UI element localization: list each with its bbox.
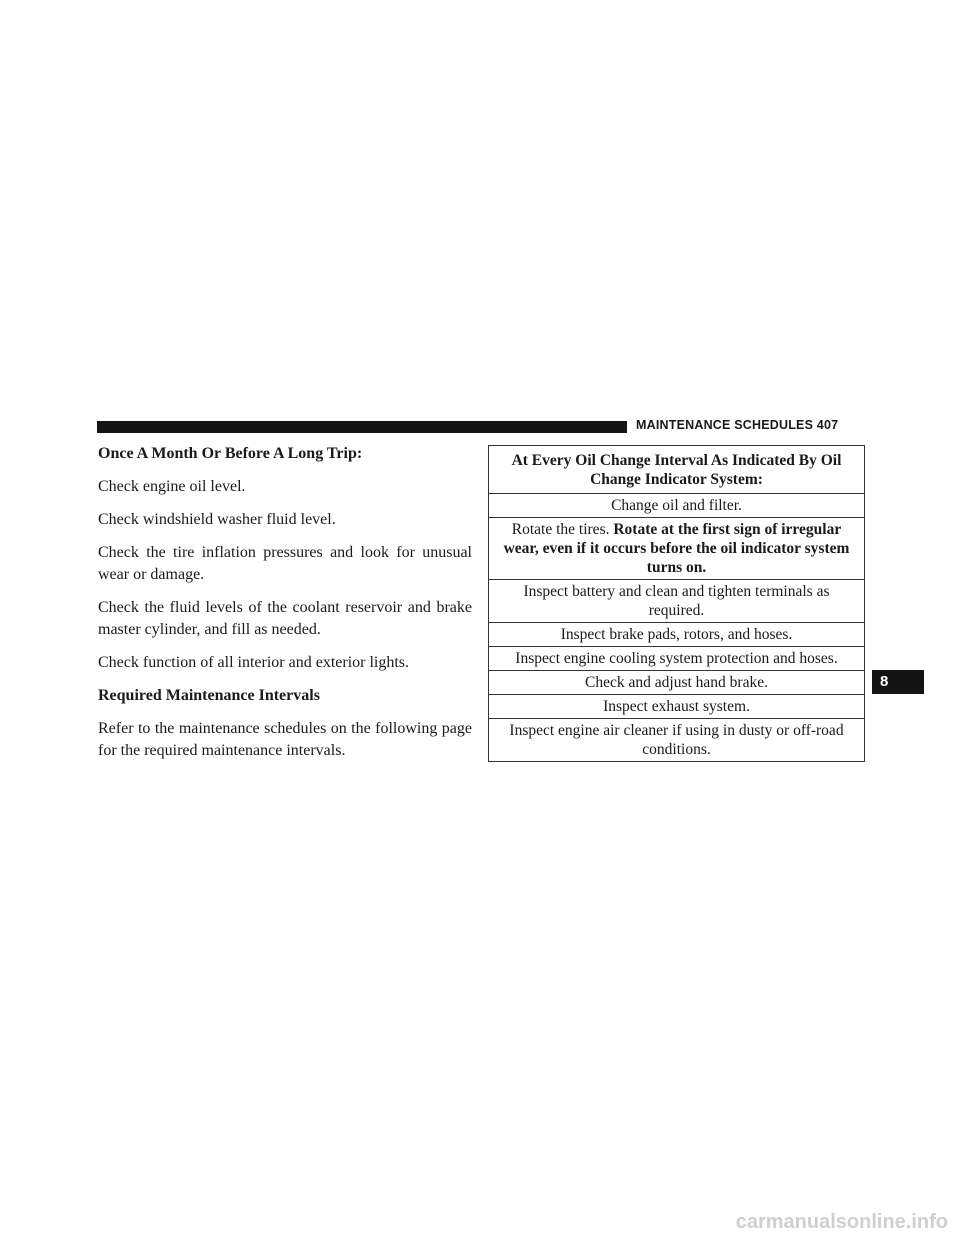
table-row: Inspect battery and clean and tighten terminals as required. (489, 579, 864, 622)
left-column (98, 443, 472, 773)
table-row: Change oil and filter. (489, 493, 864, 517)
table-row: Inspect exhaust system. (489, 694, 864, 718)
check-item: Check windshield washer fluid level. (98, 511, 336, 528)
page-header-title: MAINTENANCE SCHEDULES 407 (636, 418, 839, 432)
check-item: Check the fluid levels of the coolant reservoir and brake master cylinder, and fill as needed. (98, 599, 472, 638)
table-header: At Every Oil Change Interval As Indicated By Oil Change Indicator System: (511, 452, 842, 488)
check-item: Check the tire inflation pressures and look for unusual wear or damage. (98, 544, 472, 583)
row-emphasis: Rotate at the first sign of irregular wear, even if it occurs before the oil indicator system turns on. (503, 521, 850, 576)
table-row: Inspect engine air cleaner if using in dusty or off-road conditions. (489, 718, 864, 761)
table-row: Inspect brake pads, rotors, and hoses. (489, 622, 864, 646)
row-text: Rotate the tires. (511, 521, 614, 538)
chapter-tab: 8 (872, 670, 924, 694)
table-row: Inspect engine cooling system protection and hoses. (489, 646, 864, 670)
intervals-paragraph: Refer to the maintenance schedules on the following page for the required maintenance intervals. (98, 720, 472, 759)
table-row (489, 517, 864, 579)
oil-change-table (488, 445, 865, 762)
section-heading-intervals: Required Maintenance Intervals (98, 687, 320, 704)
check-item: Check engine oil level. (98, 478, 246, 495)
header-bar (97, 421, 627, 433)
check-item: Check function of all interior and exterior lights. (98, 654, 410, 671)
table-row: Check and adjust hand brake. (489, 670, 864, 694)
watermark: carmanualsonline.info (735, 1211, 948, 1233)
section-heading-monthly: Once A Month Or Before A Long Trip: (98, 445, 363, 462)
